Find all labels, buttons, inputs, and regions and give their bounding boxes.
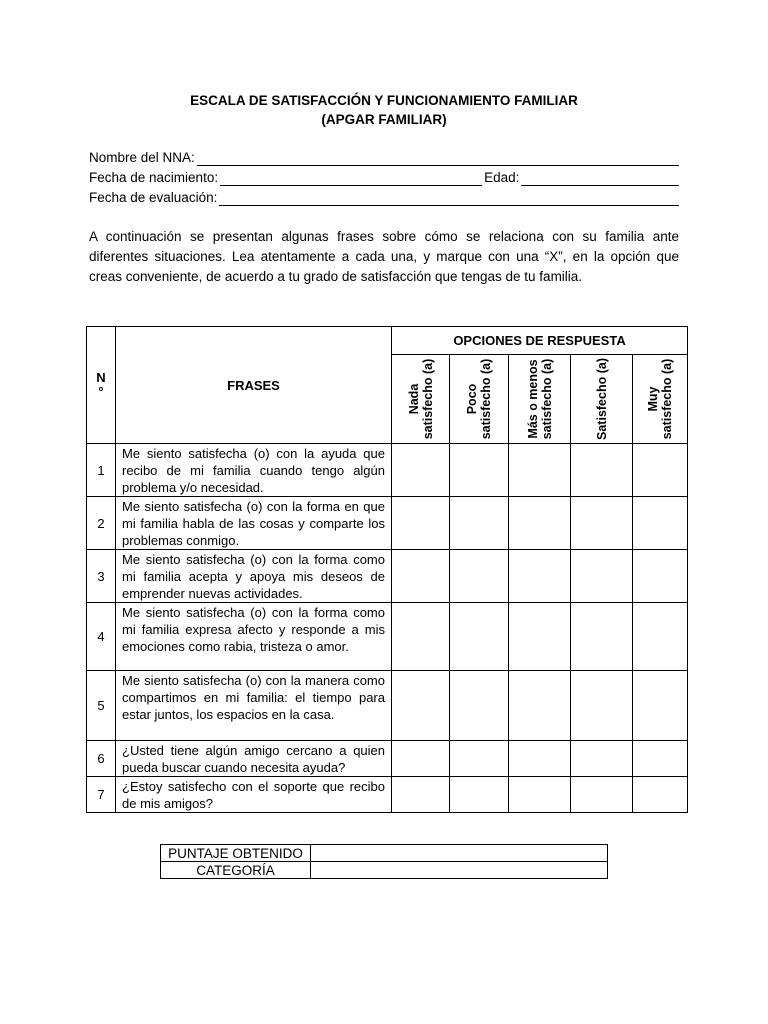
evaluacion-label: Fecha de evaluación: bbox=[89, 190, 218, 205]
table-row bbox=[87, 741, 688, 777]
questionnaire-body bbox=[87, 444, 688, 813]
option-header-text bbox=[646, 359, 674, 440]
opciones-header: OPCIONES DE RESPUESTA bbox=[392, 327, 688, 355]
nacimiento-edad-field[interactable] bbox=[89, 170, 679, 186]
row-number: 3 bbox=[87, 550, 116, 603]
edad-label: Edad: bbox=[484, 170, 520, 185]
option-label-line1: Poco bbox=[465, 383, 479, 415]
answer-cell-option-2[interactable] bbox=[450, 444, 509, 497]
puntaje-label: PUNTAJE OBTENIDO bbox=[161, 845, 311, 862]
document-title: ESCALA DE SATISFACCIÓN Y FUNCIONAMIENTO FAMILIAR bbox=[190, 93, 578, 108]
row-phrase: Me siento satisfecha (o) con la forma en que mi familia habla de las cosas y comparte los problemas conmigo. bbox=[116, 497, 392, 550]
row-number: 4 bbox=[87, 603, 116, 671]
table-row bbox=[87, 550, 688, 603]
row-number: 1 bbox=[87, 444, 116, 497]
answer-cell-option-5[interactable] bbox=[633, 497, 688, 550]
option-label-line2: satisfecho (a) bbox=[539, 358, 554, 440]
answer-cell-option-2[interactable] bbox=[450, 603, 509, 671]
option-header-text bbox=[465, 359, 493, 440]
answer-cell-option-2[interactable] bbox=[450, 497, 509, 550]
document-subtitle: (APGAR FAMILIAR) bbox=[321, 112, 447, 127]
option-label-line2: satisfecho (a) bbox=[420, 358, 435, 440]
answer-cell-option-4[interactable] bbox=[571, 444, 633, 497]
answer-cell-option-2[interactable] bbox=[450, 550, 509, 603]
table-row bbox=[87, 671, 688, 741]
number-header-text: N ° bbox=[96, 370, 106, 399]
option-header-5 bbox=[633, 355, 688, 444]
option-label-line2: satisfecho (a) bbox=[479, 358, 493, 440]
evaluacion-blank-line[interactable] bbox=[219, 193, 679, 206]
answer-cell-option-3[interactable] bbox=[509, 497, 571, 550]
table-row bbox=[87, 444, 688, 497]
questionnaire-table bbox=[86, 326, 688, 813]
answer-cell-option-3[interactable] bbox=[509, 550, 571, 603]
table-row bbox=[87, 603, 688, 671]
table-row bbox=[87, 777, 688, 813]
score-table bbox=[160, 844, 608, 879]
row-phrase: Me siento satisfecha (o) con la manera como compartimos en mi familia: el tiempo para estar juntos, los espacios en la casa. bbox=[116, 671, 392, 741]
answer-cell-option-1[interactable] bbox=[392, 777, 450, 813]
option-header-text bbox=[407, 359, 435, 440]
answer-cell-option-3[interactable] bbox=[509, 603, 571, 671]
answer-cell-option-1[interactable] bbox=[392, 497, 450, 550]
option-label-line2: satisfecho (a) bbox=[660, 358, 675, 440]
option-header-text bbox=[526, 359, 554, 440]
nombre-label: Nombre del NNA: bbox=[89, 150, 195, 165]
answer-cell-option-1[interactable] bbox=[392, 444, 450, 497]
answer-cell-option-4[interactable] bbox=[571, 741, 633, 777]
answer-cell-option-3[interactable] bbox=[509, 741, 571, 777]
row-phrase: Me siento satisfecha (o) con la forma como mi familia expresa afecto y responde a mis emociones como rabia, tristeza o amor. bbox=[116, 603, 392, 671]
nacimiento-label: Fecha de nacimiento: bbox=[89, 170, 219, 185]
row-phrase: Me siento satisfecha (o) con la ayuda que recibo de mi familia cuando tengo algún problema y/o necesidad. bbox=[116, 444, 392, 497]
option-label-line1: Nada bbox=[406, 383, 421, 415]
row-phrase: ¿Estoy satisfecho con el soporte que recibo de mis amigos? bbox=[116, 777, 392, 813]
answer-cell-option-4[interactable] bbox=[571, 497, 633, 550]
option-label-line1: Muy bbox=[646, 386, 661, 412]
answer-cell-option-4[interactable] bbox=[571, 671, 633, 741]
option-header-2 bbox=[450, 355, 509, 444]
instructions-paragraph: A continuación se presentan algunas frases sobre cómo se relaciona con su familia ante diferentes situaciones. Lea atentamente a cada una, y marque con una “X”, en la opción que creas conveniente, de acuerdo a tu grado de satisfacción que tengas de tu familia. bbox=[89, 229, 679, 284]
answer-cell-option-5[interactable] bbox=[633, 777, 688, 813]
answer-cell-option-2[interactable] bbox=[450, 777, 509, 813]
categoria-label: CATEGORÍA bbox=[161, 862, 311, 879]
answer-cell-option-5[interactable] bbox=[633, 741, 688, 777]
answer-cell-option-1[interactable] bbox=[392, 741, 450, 777]
puntaje-value-cell[interactable] bbox=[311, 845, 608, 862]
answer-cell-option-4[interactable] bbox=[571, 550, 633, 603]
option-header-3 bbox=[509, 355, 571, 444]
answer-cell-option-3[interactable] bbox=[509, 777, 571, 813]
frases-column-header: FRASES bbox=[116, 327, 392, 444]
row-number: 2 bbox=[87, 497, 116, 550]
nombre-field[interactable] bbox=[89, 150, 679, 166]
answer-cell-option-3[interactable] bbox=[509, 671, 571, 741]
categoria-value-cell[interactable] bbox=[311, 862, 608, 879]
row-phrase: Me siento satisfecha (o) con la forma como mi familia acepta y apoya mis deseos de emprender nuevas actividades. bbox=[116, 550, 392, 603]
answer-cell-option-1[interactable] bbox=[392, 671, 450, 741]
nacimiento-blank-line[interactable] bbox=[220, 173, 482, 186]
answer-cell-option-4[interactable] bbox=[571, 603, 633, 671]
answer-cell-option-5[interactable] bbox=[633, 603, 688, 671]
row-number: 5 bbox=[87, 671, 116, 741]
answer-cell-option-2[interactable] bbox=[450, 671, 509, 741]
answer-cell-option-2[interactable] bbox=[450, 741, 509, 777]
option-header-4 bbox=[571, 355, 633, 444]
evaluacion-field[interactable] bbox=[89, 190, 679, 206]
answer-cell-option-4[interactable] bbox=[571, 777, 633, 813]
row-phrase: ¿Usted tiene algún amigo cercano a quien pueda buscar cuando necesita ayuda? bbox=[116, 741, 392, 777]
answer-cell-option-5[interactable] bbox=[633, 550, 688, 603]
row-number: 7 bbox=[87, 777, 116, 813]
option-label-line1: Satisfecho (a) bbox=[594, 358, 609, 440]
answer-cell-option-3[interactable] bbox=[509, 444, 571, 497]
number-column-header bbox=[87, 327, 116, 444]
nombre-blank-line[interactable] bbox=[197, 153, 679, 166]
option-header-text bbox=[595, 358, 609, 440]
categoria-row bbox=[161, 862, 608, 879]
row-number: 6 bbox=[87, 741, 116, 777]
table-row bbox=[87, 497, 688, 550]
answer-cell-option-1[interactable] bbox=[392, 550, 450, 603]
answer-cell-option-1[interactable] bbox=[392, 603, 450, 671]
edad-blank-line[interactable] bbox=[521, 173, 679, 186]
option-label-line1: Más o menos bbox=[525, 359, 540, 439]
option-header-1 bbox=[392, 355, 450, 444]
answer-cell-option-5[interactable] bbox=[633, 444, 688, 497]
answer-cell-option-5[interactable] bbox=[633, 671, 688, 741]
puntaje-row bbox=[161, 845, 608, 862]
